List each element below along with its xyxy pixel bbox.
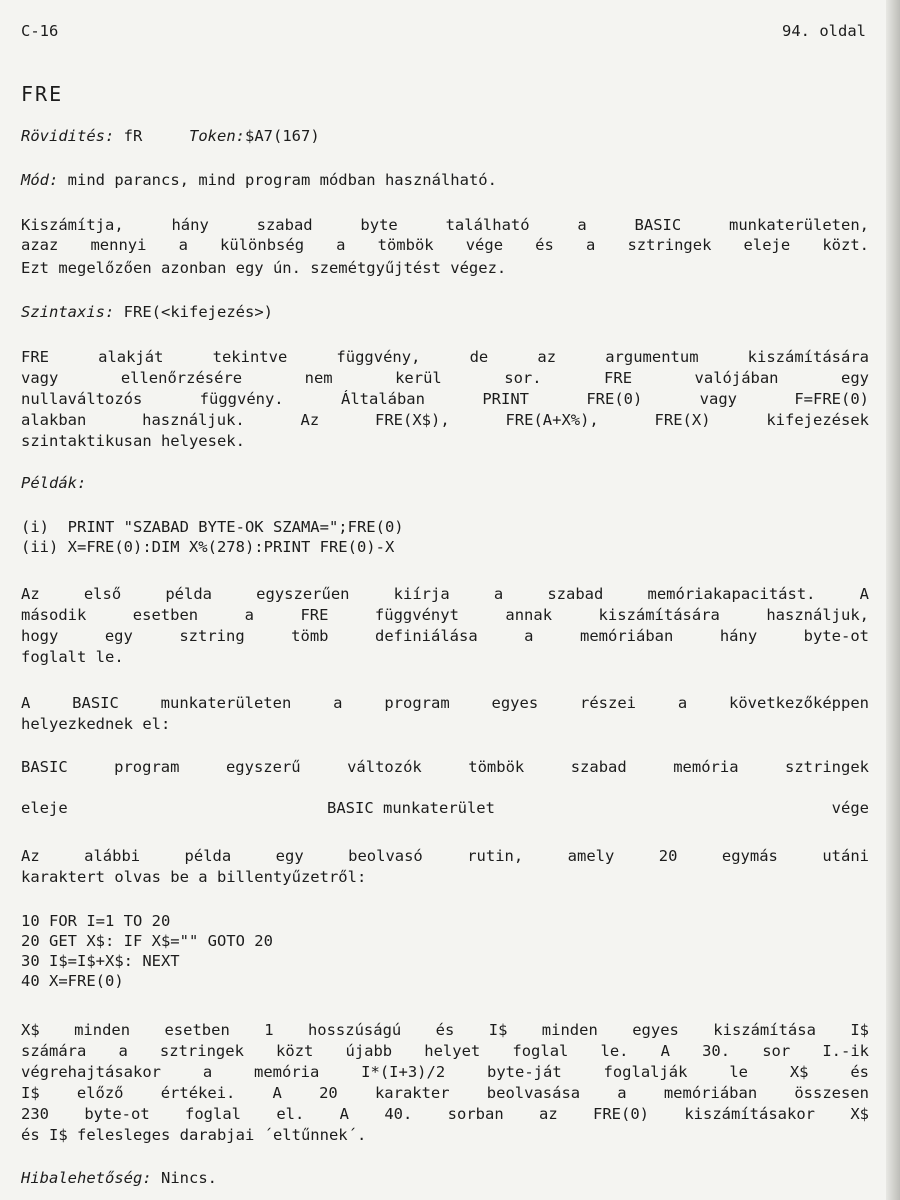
explanation-line: hogy egy sztring tömb definiálása a memóriában hány byte-ot bbox=[21, 627, 869, 645]
description-line: alakban használjuk. Az FRE(X$), FRE(A+X%), FRE(X) kifejezések bbox=[21, 411, 869, 429]
token-value: $A7(167) bbox=[245, 127, 320, 145]
errors-label: Hibalehetőség: bbox=[21, 1169, 152, 1187]
mode-line bbox=[21, 170, 497, 190]
errors-value: Nincs. bbox=[161, 1169, 217, 1187]
description-line: nullaváltozós függvény. Általában PRINT FRE(0) vagy F=FRE(0) bbox=[21, 390, 869, 408]
syntax-line bbox=[21, 302, 273, 322]
memory-map-labels bbox=[21, 799, 869, 819]
explanation-line: második esetben a FRE függvényt annak kiszámítására használjuk, bbox=[21, 606, 869, 624]
page-number: 94. oldal bbox=[782, 22, 866, 40]
memory-start-label: eleje bbox=[21, 799, 68, 817]
token-label: Token: bbox=[189, 127, 246, 145]
section-code: C-16 bbox=[21, 22, 59, 40]
abbrev-value: fR bbox=[123, 127, 143, 145]
conclusion-line: végrehajtásakor a memória I*(I+3)/2 byte-ját foglalják le X$ és bbox=[21, 1063, 869, 1081]
mode-value: mind parancs, mind program módban használható. bbox=[67, 171, 497, 189]
conclusion-line: 230 byte-ot foglal el. A 40. sorban az FRE(0) kiszámításakor X$ bbox=[21, 1105, 869, 1123]
routine-intro-line: Az alábbi példa egy beolvasó rutin, amely 20 egymás utáni bbox=[21, 847, 869, 865]
layout-intro-line: helyezkednek el: bbox=[21, 715, 171, 733]
example-line: (ii) X=FRE(0):DIM X%(278):PRINT FRE(0)-X bbox=[21, 538, 395, 556]
explanation-line: Az első példa egyszerűen kiírja a szabad memóriakapacitást. A bbox=[21, 585, 869, 603]
layout-intro-line: A BASIC munkaterületen a program egyes részei a következőképpen bbox=[21, 694, 869, 712]
errors-line bbox=[21, 1168, 217, 1188]
abbreviation-line bbox=[21, 126, 320, 146]
intro-line: Ezt megelőzően azonban egy ún. szemétgyűjtést végez. bbox=[21, 259, 507, 277]
memory-area-label: BASIC munkaterület bbox=[327, 799, 495, 817]
code-line: 10 FOR I=1 TO 20 bbox=[21, 912, 171, 930]
routine-intro-line: karaktert olvas be a billentyűzetről: bbox=[21, 868, 367, 886]
code-line: 20 GET X$: IF X$="" GOTO 20 bbox=[21, 932, 273, 950]
conclusion-line: I$ előző értékei. A 20 karakter beolvasása a memóriában összesen bbox=[21, 1084, 869, 1102]
syntax-value: FRE(<kifejezés>) bbox=[123, 303, 273, 321]
conclusion-line: X$ minden esetben 1 hosszúságú és I$ minden egyes kiszámítása I$ bbox=[21, 1021, 869, 1039]
intro-line: azaz mennyi a különbség a tömbök vége és a sztringek eleje közt. bbox=[21, 236, 869, 254]
conclusion-line: számára a sztringek közt újabb helyet foglal le. A 30. sor I.-ik bbox=[21, 1042, 869, 1060]
description-line: vagy ellenőrzésére nem kerül sor. FRE valójában egy bbox=[21, 369, 869, 387]
code-line: 40 X=FRE(0) bbox=[21, 972, 124, 990]
explanation-line: foglalt le. bbox=[21, 648, 124, 666]
example-line: (i) PRINT "SZABAD BYTE-OK SZAMA=";FRE(0) bbox=[21, 518, 404, 536]
syntax-label: Szintaxis: bbox=[21, 303, 115, 321]
intro-line: Kiszámítja, hány szabad byte található a BASIC munkaterületen, bbox=[21, 216, 869, 234]
mode-label: Mód: bbox=[21, 171, 59, 189]
conclusion-line: és I$ felesleges darabjai ´eltűnnek´. bbox=[21, 1126, 367, 1144]
description-line: szintaktikusan helyesek. bbox=[21, 432, 245, 450]
code-line: 30 I$=I$+X$: NEXT bbox=[21, 952, 180, 970]
page-edge-shadow bbox=[886, 0, 900, 1200]
keyword-title: FRE bbox=[21, 82, 64, 106]
memory-map-row: BASIC program egyszerű változók tömbök szabad memória sztringek bbox=[21, 758, 869, 776]
description-line: FRE alakját tekintve függvény, de az argumentum kiszámítására bbox=[21, 348, 869, 366]
abbrev-label: Rövidités: bbox=[21, 127, 115, 145]
examples-label: Példák: bbox=[21, 474, 87, 492]
memory-end-label: vége bbox=[831, 799, 869, 817]
